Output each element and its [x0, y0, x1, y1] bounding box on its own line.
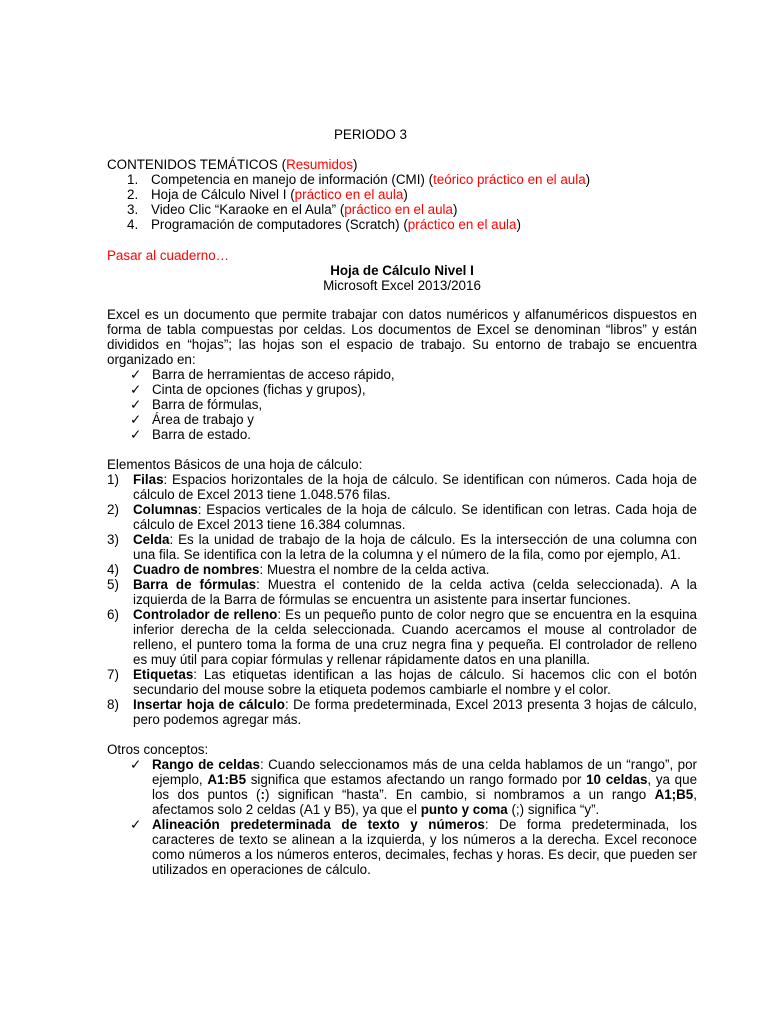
- checkmark-icon: ✓: [130, 757, 142, 772]
- item-text: Barra de fórmulas,: [152, 397, 263, 412]
- document-subtitle: Microsoft Excel 2013/2016: [323, 278, 481, 293]
- contents-list: [127, 172, 687, 232]
- item-desc: : Las etiquetas identifican a las hojas de cálculo. Si hacemos clic con el botón secundario del mouse sobre la etiqueta podemos cambiarle el nombre y el color.: [133, 667, 697, 697]
- range-bold-5: punto y coma: [420, 802, 508, 817]
- list-item: [130, 367, 630, 382]
- item-number: 6): [107, 607, 119, 622]
- item-number: 1.: [127, 172, 139, 187]
- item-desc: : Es un pequeño punto de color negro que se encuentra en la esquina inferior derecha de la celda seleccionada. Cuando acercamos el mouse al controlador de relleno, el puntero toma la forma de una cruz negra fina y pequeña. El controlador de relleno es muy útil para copiar fórmulas y rellenar rápidamente datos en una planilla.: [133, 607, 697, 667]
- item-text: Área de trabajo y: [152, 412, 254, 427]
- basics-item: [107, 502, 697, 532]
- item-desc: : Es la unidad de trabajo de la hoja de cálculo. Es la intersección de una columna con una fila. Se identifica con la letra de la columna y el número de la fila, como por ejemplo, A1.: [133, 532, 697, 562]
- item-term: Insertar hoja de cálculo: [133, 697, 285, 712]
- range-text-1: : Cuando seleccionamos más de una celda hablamos de un “rango”, por ejemplo,: [152, 757, 697, 787]
- item-number: 2.: [127, 187, 139, 202]
- item-desc: : Espacios horizontales de la hoja de cálculo. Se identifican con números. Cada hoja de cálculo de Excel 2013 tiene 1.048.576 filas.: [133, 472, 697, 502]
- list-item: [130, 427, 630, 442]
- item-text: Programación de computadores (Scratch): [151, 217, 400, 232]
- item-term: Cuadro de nombres: [133, 562, 260, 577]
- contents-heading-note: Resumidos: [286, 157, 354, 172]
- item-number: 5): [107, 577, 119, 592]
- item-note: teórico práctico en el aula: [433, 172, 586, 187]
- contents-heading: CONTENIDOS TEMÁTICOS (Resumidos): [107, 157, 358, 172]
- item-text: Video Clic “Karaoke en el Aula”: [151, 202, 337, 217]
- item-number: 8): [107, 697, 119, 712]
- item-number: 4): [107, 562, 119, 577]
- item-text: Hoja de Cálculo Nivel I: [151, 187, 287, 202]
- range-bold-2: 10 celdas: [586, 772, 648, 787]
- item-number: 3): [107, 532, 119, 547]
- contents-heading-text: CONTENIDOS TEMÁTICOS: [107, 157, 278, 172]
- item-term: Etiquetas: [133, 667, 194, 682]
- list-item: 4. Programación de computadores (Scratch) (práctico en el aula): [127, 217, 521, 232]
- item-term: Filas: [133, 472, 164, 487]
- item-desc: : De forma predeterminada, los caracteres de texto se alinean a la izquierda, y los números a la derecha. Excel reconoce como números a los números enteros, decimales, fechas y horas. Es decir, que pueden ser utilizados en operaciones de cálculo.: [152, 817, 697, 877]
- list-item: 3. Video Clic “Karaoke en el Aula” (práctico en el aula): [127, 202, 458, 217]
- item-term: Controlador de relleno: [133, 607, 278, 622]
- item-desc: : De forma predeterminada, Excel 2013 presenta 3 hojas de cálculo, pero podemos agregar más.: [133, 697, 697, 727]
- list-item: 1. Competencia en manejo de información (CMI) (teórico práctico en el aula): [127, 172, 591, 187]
- item-term: Columnas: [133, 502, 198, 517]
- item-text: Cinta de opciones (fichas y grupos),: [152, 382, 366, 397]
- range-text-6: (;) significa “y”.: [507, 802, 600, 817]
- item-text: Competencia en manejo de información (CMI): [151, 172, 425, 187]
- other-item-range: [130, 757, 697, 817]
- range-bold-3: :: [260, 787, 265, 802]
- item-desc: : Muestra el contenido de la celda activa (celda seleccionada). A la izquierda de la Barra de fórmulas se encuentra un asistente para insertar funciones.: [133, 577, 698, 607]
- list-item: 2. Hoja de Cálculo Nivel I (práctico en el aula): [127, 187, 408, 202]
- document-title: Hoja de Cálculo Nivel I: [330, 263, 474, 278]
- list-item: [130, 412, 630, 427]
- list-item: [130, 382, 630, 397]
- basics-item: [107, 697, 697, 727]
- checkmark-icon: ✓: [130, 412, 142, 427]
- checkmark-icon: ✓: [130, 427, 142, 442]
- notebook-note: Pasar al cuaderno…: [107, 248, 230, 263]
- item-note: práctico en el aula: [294, 187, 404, 202]
- intro-paragraph: Excel es un documento que permite trabajar con datos numéricos y alfanuméricos dispuestos en forma de tabla compuestas por celdas. Los documentos de Excel se denominan “libros” y están divididos en “hojas”; las hojas son el espacio de trabajo. Su entorno de trabajo se encuentra organizado en:: [107, 307, 697, 367]
- period-title: PERIODO 3: [334, 127, 407, 142]
- range-bold-4: A1;B5: [654, 787, 694, 802]
- item-term: Celda: [133, 532, 170, 547]
- item-number: 3.: [127, 202, 139, 217]
- basics-item: [107, 472, 697, 502]
- item-desc: : Muestra el nombre de la celda activa.: [259, 562, 490, 577]
- item-term: Barra de fórmulas: [133, 577, 257, 592]
- checkmark-icon: ✓: [130, 817, 142, 832]
- list-item: [130, 397, 630, 412]
- item-term: Alineación predeterminada de texto y números: [152, 817, 485, 832]
- item-term: Rango de celdas: [152, 757, 260, 772]
- item-text: Barra de herramientas de acceso rápido,: [152, 367, 395, 382]
- item-number: 1): [107, 472, 119, 487]
- item-number: 7): [107, 667, 119, 682]
- checkmark-icon: ✓: [130, 397, 142, 412]
- checkmark-icon: ✓: [130, 382, 142, 397]
- item-note: práctico en el aula: [407, 217, 517, 232]
- item-text: Barra de estado.: [152, 427, 252, 442]
- range-text-4: ) significan “hasta”. En cambio, si nombramos a un rango: [264, 787, 655, 802]
- item-note: práctico en el aula: [344, 202, 453, 217]
- other-heading: Otros conceptos:: [107, 742, 209, 757]
- checkmark-icon: ✓: [130, 367, 142, 382]
- basics-heading: Elementos Básicos de una hoja de cálculo:: [107, 457, 363, 472]
- basics-item: [107, 532, 697, 562]
- other-list: [130, 757, 697, 877]
- basics-item: [107, 607, 697, 667]
- range-text-5: , afectamos solo 2 celdas (A1 y B5), ya que el: [152, 787, 697, 817]
- basics-item: [107, 562, 697, 577]
- basics-item: [107, 577, 697, 607]
- environment-list: [130, 367, 630, 442]
- item-number: 4.: [127, 217, 139, 232]
- item-desc: : Espacios verticales de la hoja de cálculo. Se identifican con letras. Cada hoja de cálculo de Excel 2013 tiene 16.384 columnas.: [133, 502, 697, 532]
- range-text-3: , ya que los dos puntos (: [152, 772, 698, 802]
- range-text-2: significa que estamos afectando un rango formado por: [246, 772, 587, 787]
- basics-item: [107, 667, 697, 697]
- basics-list: [107, 472, 697, 727]
- range-bold-1: A1:B5: [207, 772, 247, 787]
- other-item-align: [130, 817, 697, 877]
- item-number: 2): [107, 502, 119, 517]
